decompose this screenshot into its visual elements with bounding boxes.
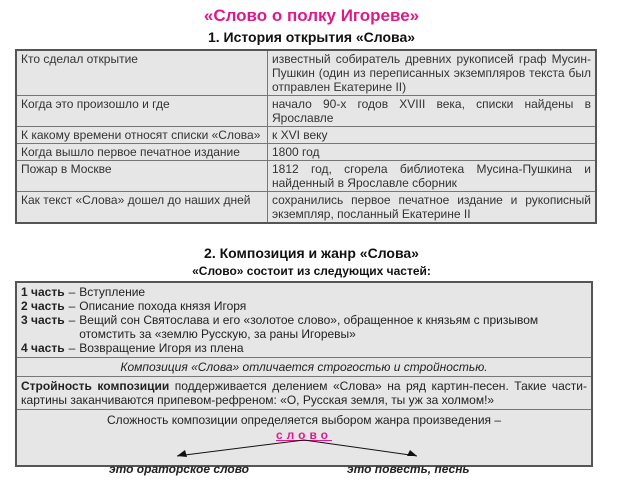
arrowhead-right [407, 450, 417, 456]
structure-text: поддерживается делением «Слова» на ряд картин-песен. Такие части-картины заканчиваются припевом-рефреном: «О, Русская земля, ты уж за холмом!» [21, 379, 587, 407]
row-question: Кто сделал открытие [16, 50, 268, 96]
row-answer: начало 90-х годов XVIII века, списки найдены в Ярославле [268, 96, 597, 127]
composition-subheading: «Слово» состоит из следующих частей: [192, 264, 431, 278]
page-title: «Слово о полку Игореве» [203, 6, 420, 25]
part-label: 1 часть [21, 285, 65, 299]
part-text: Вступление [79, 285, 146, 299]
row-answer: к XVI веку [268, 127, 597, 144]
row-answer: 1800 год [268, 144, 597, 161]
composition-note: Композиция «Слова» отличается строгостью и стройностью. [17, 358, 591, 377]
row-question: Когда вышло первое печатное издание [16, 144, 268, 161]
list-item [21, 299, 587, 313]
part-label: 2 часть [21, 299, 65, 313]
table-row [16, 127, 596, 144]
composition-heading: 2. Композиция и жанр «Слова» [204, 245, 419, 261]
genre-arrows [17, 436, 591, 464]
table-row [16, 161, 596, 192]
part-dash: – [68, 285, 76, 299]
part-dash: – [68, 299, 76, 313]
row-question: Как текст «Слова» дошел до наших дней [16, 192, 268, 224]
arrowhead-left [177, 450, 187, 457]
history-heading: 1. История открытия «Слова» [207, 29, 416, 45]
table-row [16, 144, 596, 161]
genre-left: это ораторское слово [109, 462, 249, 476]
row-question: Когда это произошло и где [16, 96, 268, 127]
arrow-left [177, 440, 304, 456]
part-text: Возвращение Игоря из плена [79, 341, 244, 355]
part-dash: – [68, 341, 76, 355]
part-text: Вещий сон Святослава и его «золотое слово», обращенное к князьям с призывом отомстить за «землю Русскую, за раны Игоревы» [79, 313, 539, 341]
table-row [16, 96, 596, 127]
structure-paragraph [17, 377, 591, 410]
arrow-right [304, 440, 417, 456]
genre-right: это повесть, песнь [347, 462, 470, 476]
composition-panel [15, 281, 593, 476]
row-answer: 1812 год, сгорела библиотека Мусина-Пушкина и найденный в Ярославле сборник [268, 161, 597, 192]
parts-list [17, 283, 591, 358]
row-answer: сохранились первое печатное издание и рукописный экземпляр, посланный Екатерине II [268, 192, 597, 224]
genre-line: Сложность композиции определяется выбором жанра произведения – [106, 413, 502, 427]
part-dash: – [68, 313, 76, 327]
list-item [21, 313, 587, 341]
structure-bold: Стройность композиции [21, 379, 170, 393]
list-item [21, 285, 587, 299]
row-question: Пожар в Москве [16, 161, 268, 192]
part-text: Описание похода князя Игоря [79, 299, 247, 313]
list-item [21, 341, 587, 355]
genre-section [17, 410, 591, 480]
table-row [16, 192, 596, 224]
table-row [16, 50, 596, 96]
row-question: К какому времени относят списки «Слова» [16, 127, 268, 144]
row-answer: известный собиратель древних рукописей граф Мусин-Пушкин (один из переписанных экземпляров текста был отправлен Екатерине II) [268, 50, 597, 96]
part-label: 4 часть [21, 341, 65, 355]
history-table [15, 49, 597, 224]
genre-word: слово [275, 428, 333, 442]
part-label: 3 часть [21, 313, 65, 327]
